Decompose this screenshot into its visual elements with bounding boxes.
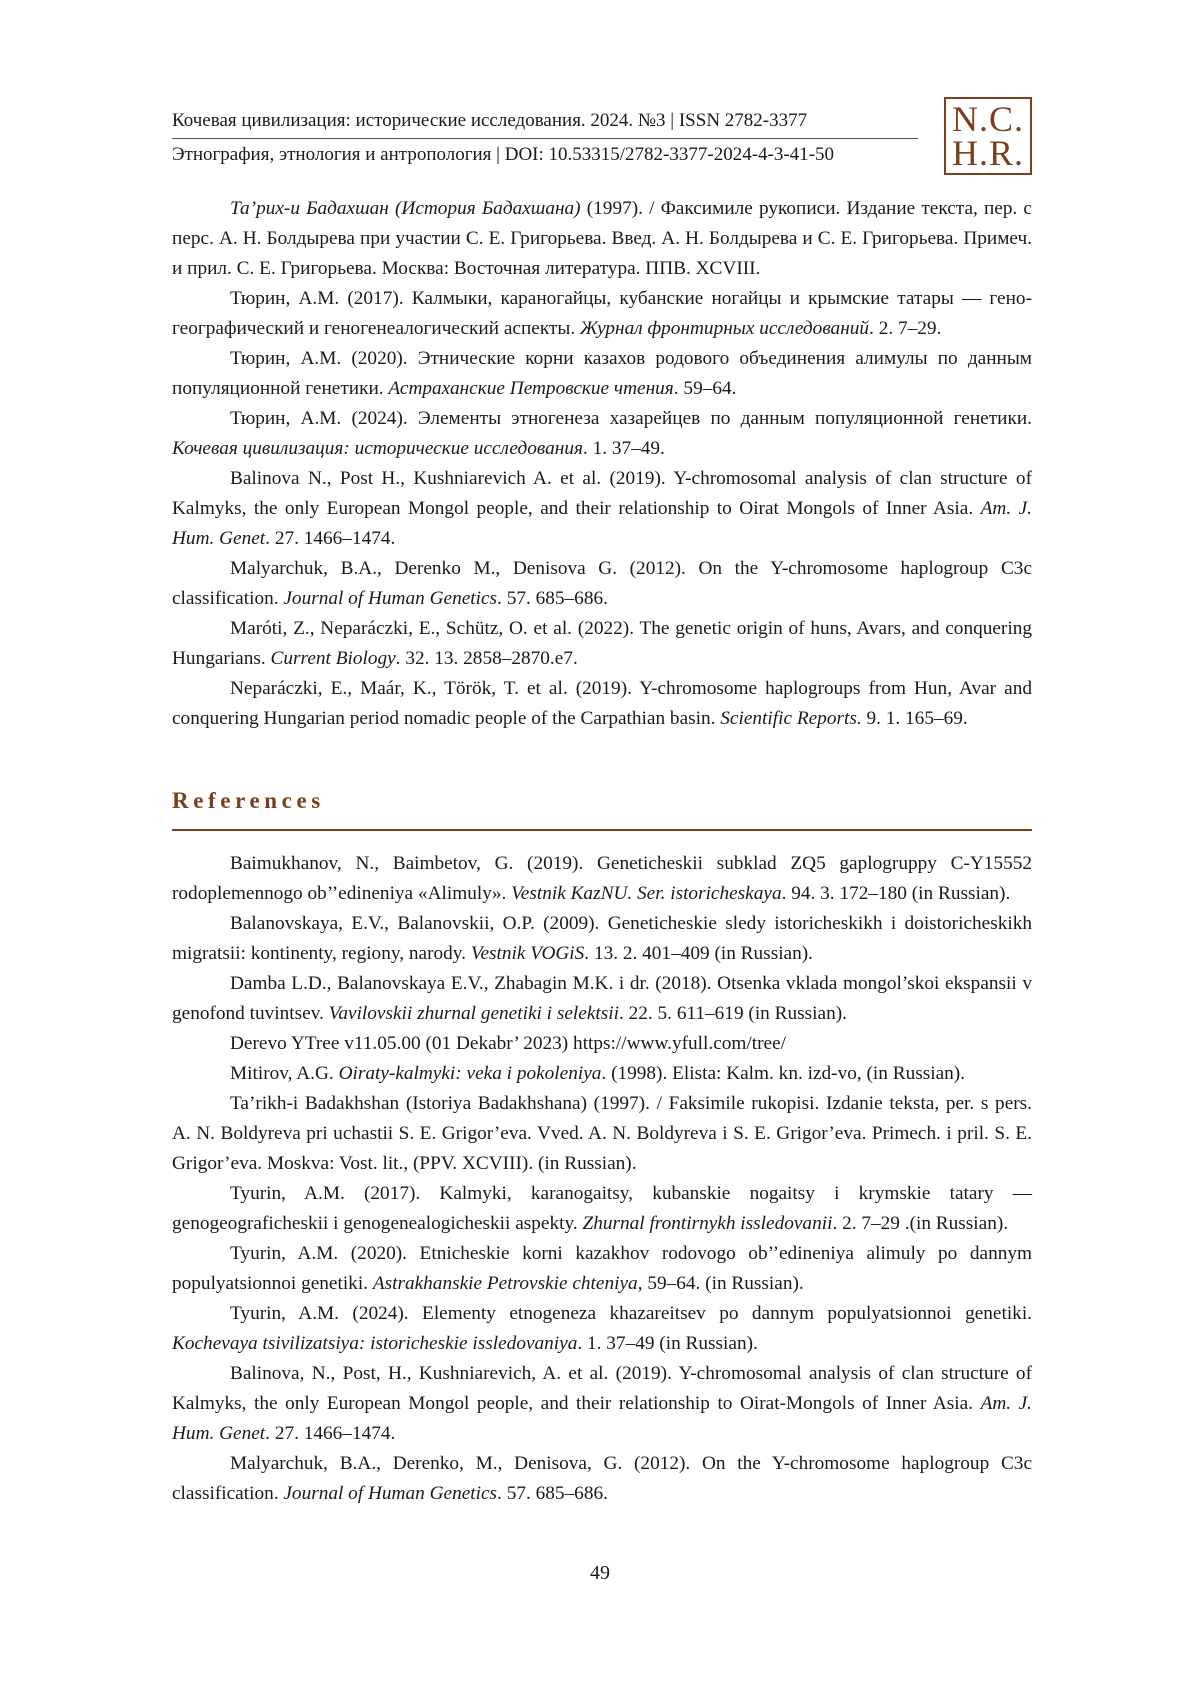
reference-entry <box>172 1449 1032 1509</box>
entry-italic: Kochevaya tsivilizatsiya: istoricheskie issledovaniya <box>172 1333 578 1354</box>
entry-text: Derevo YTree v11.05.00 (01 Dekabr’ 2023) https://www.yfull.com/tree/ <box>230 1033 787 1054</box>
entry-text: . 59–64. <box>673 378 737 399</box>
literature-entry <box>172 554 1032 614</box>
logo-line-1: N.C. <box>951 99 1024 139</box>
entry-text: Balanovskaya, E.V., Balanovskii, O.P. (2009). Geneticheskie sledy istoricheskikh i doistoricheskikh migratsii: kontinenty, regiony, narody. <box>172 913 1032 964</box>
entry-text: Balinova N., Post H., Kushniarevich A. et al. (2019). Y-chromosomal analysis of clan structure of Kalmyks, the only European Mongol people, and their relationship to Oirat Mongols of Inner Asia. <box>172 468 1032 519</box>
page-number: 49 <box>590 1562 610 1584</box>
literature-entry <box>172 344 1032 404</box>
entry-text: . 22. 5. 611–619 (in Russian). <box>618 1003 847 1024</box>
running-header <box>172 99 1032 180</box>
entry-text: Тюрин, А.М. (2024). Элементы этногенеза хазарейцев по данным популяционной генетики. <box>230 408 1032 429</box>
entry-text: Mitirov, A.G. <box>230 1063 339 1084</box>
entry-italic: Vavilovskii zhurnal genetiki i selektsii <box>328 1003 619 1024</box>
entry-text: , 59–64. (in Russian). <box>637 1273 804 1294</box>
entry-text: . 57. 685–686. <box>497 588 608 609</box>
entry-italic: Та’рих-и Бадахшан (История Бадахшана) <box>230 198 581 219</box>
entry-italic: Am. J. Hum. Genet <box>172 1393 1032 1444</box>
entry-text: Tyurin, A.M. (2017). Kalmyki, karanogaitsy, kubanskie nogaitsy i krymskie tatary — genogeograficheskii i genogenealogicheskii aspekty. <box>172 1183 1032 1234</box>
entry-text: Ta’rikh-i Badakhshan (Istoriya Badakhshana) (1997). / Faksimile rukopisi. Izdanie teksta, per. s pers. A. N. Boldyreva pri uchastii S. E. Grigor’eva. Vved. A. N. Boldyreva i S. E. Grigor’eva. Primech. i pril. S. E. Grigor’eva. Moskva: Vost. lit., (PPV. XCVIII). (in Russian). <box>172 1093 1032 1174</box>
entry-italic: Vestnik KazNU. Ser. istoricheskaya <box>511 883 782 904</box>
entry-text: . 94. 3. 172–180 (in Russian). <box>781 883 1011 904</box>
logo-line-2: H.R. <box>951 133 1024 173</box>
entry-text: . 32. 13. 2858–2870.e7. <box>395 648 578 669</box>
reference-entry <box>172 1299 1032 1359</box>
literature-entry <box>172 614 1032 674</box>
literature-list <box>172 194 1032 734</box>
reference-entry <box>172 909 1032 969</box>
entry-text: Тюрин, А.М. (2020). Этнические корни казахов родового объединения алимулы по данным популяционной генетики. <box>172 348 1032 399</box>
literature-entry <box>172 674 1032 734</box>
entry-italic: Journal of Human Genetics <box>283 588 498 609</box>
literature-entry <box>172 284 1032 344</box>
entry-italic: Journal of Human Genetics <box>283 1483 498 1504</box>
section-doi-line: Этнография, этнология и антропология | DOI: 10.53315/2782-3377-2024-4-3-41-50 <box>172 144 835 165</box>
entry-text: . 27. 1466–1474. <box>265 528 396 549</box>
entry-italic: Current Biology <box>270 648 396 669</box>
reference-entry <box>172 849 1032 909</box>
entry-text: Malyarchuk, B.A., Derenko M., Denisova G. (2012). On the Y-chromosome haplogroup C3c classification. <box>172 558 1032 609</box>
entry-text: 9. 1. 165–69. <box>861 708 968 729</box>
reference-entry <box>172 1239 1032 1299</box>
reference-entry <box>172 1359 1032 1449</box>
entry-text: . 2. 7–29 .(in Russian). <box>832 1213 1009 1234</box>
entry-italic: Журнал фронтирных исследований <box>580 318 870 339</box>
reference-entry <box>172 1059 1032 1089</box>
entry-text: (1997). / Факсимиле рукописи. Издание текста, пер. с перс. А. Н. Болдырева при участии С. Е. Григорьева. Введ. А. Н. Болдырева и С. Е. Григорьева. Примеч. и прил. С. Е. Григорьева. Москва: Восточная литература. ППВ. XCVIII. <box>172 198 1032 279</box>
entry-text: Tyurin, A.M. (2020). Etnicheskie korni kazakhov rodovogo ob’’edineniya alimuly po dannym populyatsionnoi genetiki. <box>172 1243 1032 1294</box>
journal-title-line: Кочевая цивилизация: исторические исследования. 2024. №3 | ISSN 2782-3377 <box>172 110 808 131</box>
entry-text: Malyarchuk, B.A., Derenko, M., Denisova, G. (2012). On the Y-chromosome haplogroup C3c classification. <box>172 1453 1032 1504</box>
entry-text: . 27. 1466–1474. <box>265 1423 396 1444</box>
entry-text: Balinova, N., Post, H., Kushniarevich, A. et al. (2019). Y-chromosomal analysis of clan structure of Kalmyks, the only European Mongol people, and their relationship to Oirat-Mongols of Inner Asia. <box>172 1363 1032 1414</box>
entry-text: Tyurin, A.M. (2024). Elementy etnogeneza khazareitsev po dannym populyatsionnoi genetiki. <box>230 1303 1032 1324</box>
reference-entry <box>172 969 1032 1029</box>
entry-italic: Кочевая цивилизация: исторические исследования <box>172 438 583 459</box>
entry-italic: Zhurnal frontirnykh issledovanii <box>582 1213 833 1234</box>
header-rule <box>172 138 918 139</box>
reference-entry <box>172 1089 1032 1179</box>
entry-italic: Scientific Reports. <box>720 708 862 729</box>
entry-text: Maróti, Z., Neparáczki, E., Schütz, O. et al. (2022). The genetic origin of huns, Avars, and conquering Hungarians. <box>172 618 1032 669</box>
entry-text: Baimukhanov, N., Baimbetov, G. (2019). Geneticheskii subklad ZQ5 gaplogruppy C-Y15552 rodoplemennogo ob’’edineniya «Alimuly». <box>172 853 1032 904</box>
literature-entry <box>172 464 1032 554</box>
entry-italic: Astrakhanskie Petrovskie chteniya <box>372 1273 638 1294</box>
entry-italic: Vestnik VOGiS <box>470 943 585 964</box>
entry-text: . 1. 37–49. <box>582 438 665 459</box>
entry-text: . 2. 7–29. <box>869 318 942 339</box>
entry-text: Damba L.D., Balanovskaya E.V., Zhabagin M.K. i dr. (2018). Otsenka vklada mongol’skoi ekspansii v genofond tuvintsev. <box>172 973 1032 1024</box>
entry-italic: Am. J. Hum. Genet <box>172 498 1032 549</box>
entry-italic: Астраханские Петровские чтения <box>388 378 674 399</box>
entry-text: . 1. 37–49 (in Russian). <box>577 1333 758 1354</box>
literature-entry <box>172 404 1032 464</box>
entry-text: Тюрин, А.М. (2017). Калмыки, караногайцы, кубанские ногайцы и крымские татары — гено-географический и геногенеалогический аспекты. <box>172 288 1032 339</box>
entry-text: Neparáczki, E., Maár, K., Török, T. et al. (2019). Y-chromosome haplogroups from Hun, Avar and conquering Hungarian period nomadic people of the Carpathian basin. <box>172 678 1032 729</box>
entry-text: . (1998). Elista: Kalm. kn. izd-vo, (in Russian). <box>601 1063 966 1084</box>
entry-text: . 57. 685–686. <box>497 1483 608 1504</box>
entry-italic: Oiraty-kalmyki: veka i pokoleniya <box>338 1063 602 1084</box>
reference-entry <box>172 1179 1032 1239</box>
entry-text: . 13. 2. 401–409 (in Russian). <box>584 943 813 964</box>
references-heading: References <box>172 788 325 813</box>
references-rule <box>172 829 1032 831</box>
journal-logo <box>944 97 1032 175</box>
reference-entry <box>172 1029 1032 1059</box>
references-list <box>172 849 1032 1509</box>
literature-entry <box>172 194 1032 284</box>
